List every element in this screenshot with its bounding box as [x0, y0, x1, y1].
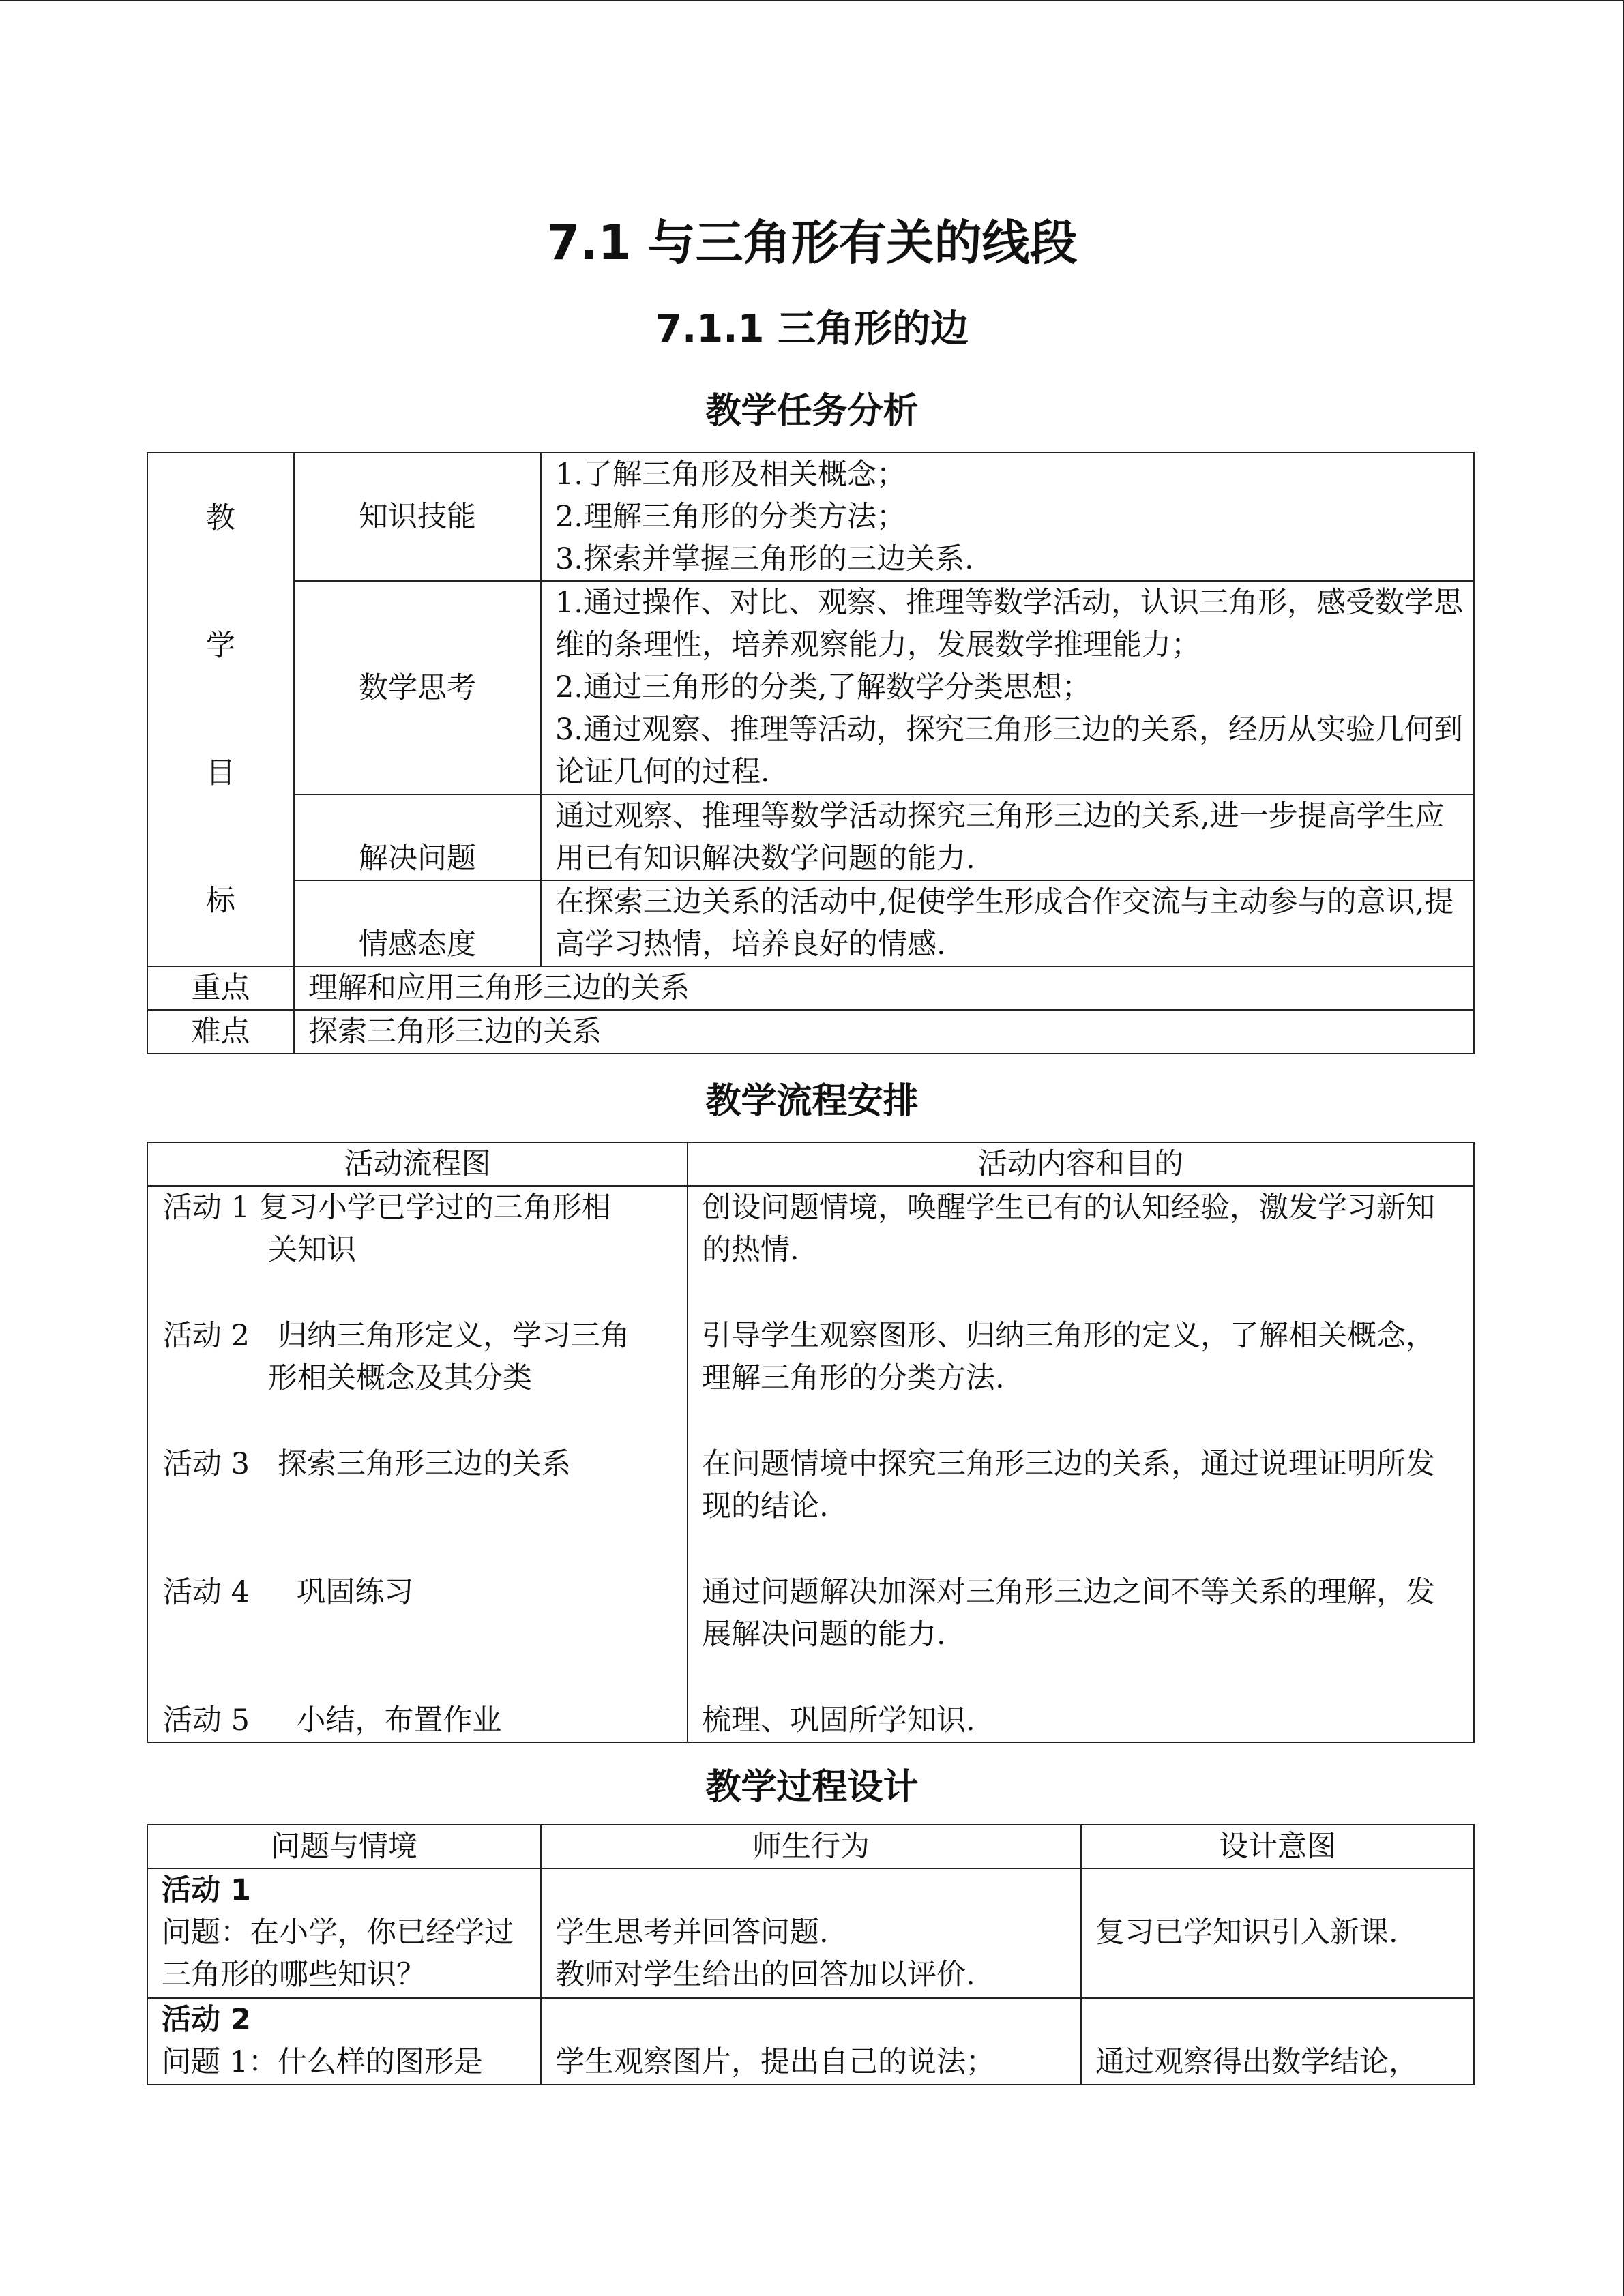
activity-title: 探索三角形三边的关系	[278, 1447, 572, 1481]
section-heading-flow: 教学流程安排	[705, 1081, 919, 1122]
key-point-text: 理解和应用三角形三边的关系	[294, 966, 1474, 1010]
activity-purpose: 在问题情境中探究三角形三边的关系，通过说理证明所发现的结论.	[702, 1447, 1435, 1523]
table-row	[147, 1186, 1474, 1742]
activity-label: 活动 5	[163, 1703, 250, 1738]
flow-activity	[163, 1315, 687, 1443]
goal-item: 2.通过三角形的分类,了解数学分类思想；	[555, 670, 1091, 704]
activity-label: 活动 3	[163, 1447, 250, 1481]
column-header: 活动内容和目的	[688, 1142, 1474, 1186]
behavior-cell	[541, 1868, 1081, 1998]
column-header: 设计意图	[1081, 1825, 1474, 1868]
page-top-border	[0, 0, 1623, 1]
intent-cell	[1081, 1868, 1474, 1998]
goal-label-char: 目	[206, 756, 235, 790]
table-row	[147, 1010, 1474, 1054]
activity-label: 活动 1	[162, 1873, 251, 1907]
activity-purpose: 引导学生观察图形、归纳三角形的定义，了解相关概念，理解三角形的分类方法.	[702, 1319, 1435, 1395]
activity-purpose-cell	[688, 1186, 1474, 1742]
activity-purpose: 通过问题解决加深对三角形三边之间不等关系的理解，发展解决问题的能力.	[702, 1575, 1435, 1652]
page-subtitle: 7.1.1 三角形的边	[655, 307, 969, 351]
column-header: 师生行为	[541, 1825, 1081, 1868]
goal-item: 1.了解三角形及相关概念；	[555, 458, 906, 492]
activity-purpose: 创设问题情境，唤醒学生已有的认知经验，激发学习新知的热情.	[702, 1191, 1435, 1267]
process-design-table	[147, 1824, 1475, 2085]
goal-category: 知识技能	[294, 453, 541, 581]
goal-item: 1.通过操作、对比、观察、推理等数学活动，认识三角形，感受数学思维的条理性，培养观察能力，发展数学推理能力；	[555, 586, 1464, 662]
table-row	[147, 453, 1474, 581]
teaching-goal-label	[147, 453, 294, 966]
column-header: 活动流程图	[147, 1142, 688, 1186]
goal-item: 3.通过观察、推理等活动，探究三角形三边的关系，经历从实验几何到论证几何的过程.	[555, 713, 1464, 789]
activity-title: 巩固练习	[296, 1575, 414, 1609]
table-row	[147, 794, 1474, 880]
activity-title-cont: 关知识	[268, 1233, 356, 1267]
question-text: 问题 1：什么样的图形是	[162, 2045, 484, 2079]
section-heading-task-analysis: 教学任务分析	[705, 391, 919, 432]
difficulty-text: 探索三角形三边的关系	[294, 1010, 1474, 1054]
question-cell	[147, 1998, 541, 2085]
column-header: 问题与情境	[147, 1825, 541, 1868]
activity-purpose: 梳理、巩固所学知识.	[702, 1703, 975, 1738]
table-row	[147, 1998, 1474, 2085]
activity-title: 复习小学已学过的三角形相	[259, 1191, 611, 1225]
activity-title: 小结，布置作业	[296, 1703, 502, 1738]
behavior-line: 教师对学生给出的回答加以评价.	[555, 1958, 975, 1992]
activity-flow-cell	[147, 1186, 688, 1742]
activity-title: 归纳三角形定义，学习三角	[278, 1319, 630, 1353]
table-row	[147, 1868, 1474, 1998]
intent-text: 复习已学知识引入新课.	[1095, 1915, 1398, 1950]
goal-item: 2.理解三角形的分类方法；	[555, 500, 906, 534]
activity-label: 活动 2	[163, 1319, 250, 1353]
activity-label: 活动 4	[163, 1575, 250, 1609]
behavior-cell	[541, 1998, 1081, 2085]
table-row	[147, 880, 1474, 966]
goal-content	[541, 453, 1474, 581]
behavior-line: 学生观察图片，提出自己的说法；	[555, 2045, 995, 2079]
goal-category: 情感态度	[294, 880, 541, 966]
flow-activity	[163, 1699, 687, 1742]
goal-item: 通过观察、推理等数学活动探究三角形三边的关系,进一步提高学生应用已有知识解决数学问题的能力.	[555, 799, 1445, 876]
table-header-row	[147, 1825, 1474, 1868]
section-heading-process-design: 教学过程设计	[705, 1767, 919, 1808]
task-analysis-table	[147, 452, 1475, 1054]
goal-content	[541, 794, 1474, 880]
table-row	[147, 966, 1474, 1010]
goal-label-char: 教	[206, 501, 235, 535]
goal-category: 数学思考	[294, 581, 541, 794]
difficulty-label: 难点	[147, 1010, 294, 1054]
flow-activity	[163, 1187, 687, 1315]
activity-label: 活动 1	[163, 1191, 250, 1225]
goal-item: 3.探索并掌握三角形的三边关系.	[555, 542, 974, 576]
question-text: 问题：在小学，你已经学过三角形的哪些知识？	[162, 1915, 514, 1992]
goal-label-char: 学	[206, 628, 235, 663]
table-row	[147, 581, 1474, 794]
intent-text: 通过观察得出数学结论，	[1095, 2045, 1418, 2079]
flow-activity	[163, 1443, 687, 1571]
goal-content	[541, 880, 1474, 966]
goal-content	[541, 581, 1474, 794]
flow-activity	[163, 1571, 687, 1699]
question-cell	[147, 1868, 541, 1998]
key-point-label: 重点	[147, 966, 294, 1010]
page-title: 7.1 与三角形有关的线段	[546, 215, 1078, 271]
goal-label-char: 标	[206, 883, 235, 918]
goal-item: 在探索三边关系的活动中,促使学生形成合作交流与主动参与的意识,提高学习热情，培养良好的情感.	[555, 885, 1454, 961]
behavior-line: 学生思考并回答问题.	[555, 1915, 829, 1950]
goal-category: 解决问题	[294, 794, 541, 880]
teaching-flow-table	[147, 1142, 1475, 1743]
table-header-row	[147, 1142, 1474, 1186]
intent-cell	[1081, 1998, 1474, 2085]
activity-title-cont: 形相关概念及其分类	[268, 1361, 532, 1395]
activity-label: 活动 2	[162, 2003, 251, 2037]
